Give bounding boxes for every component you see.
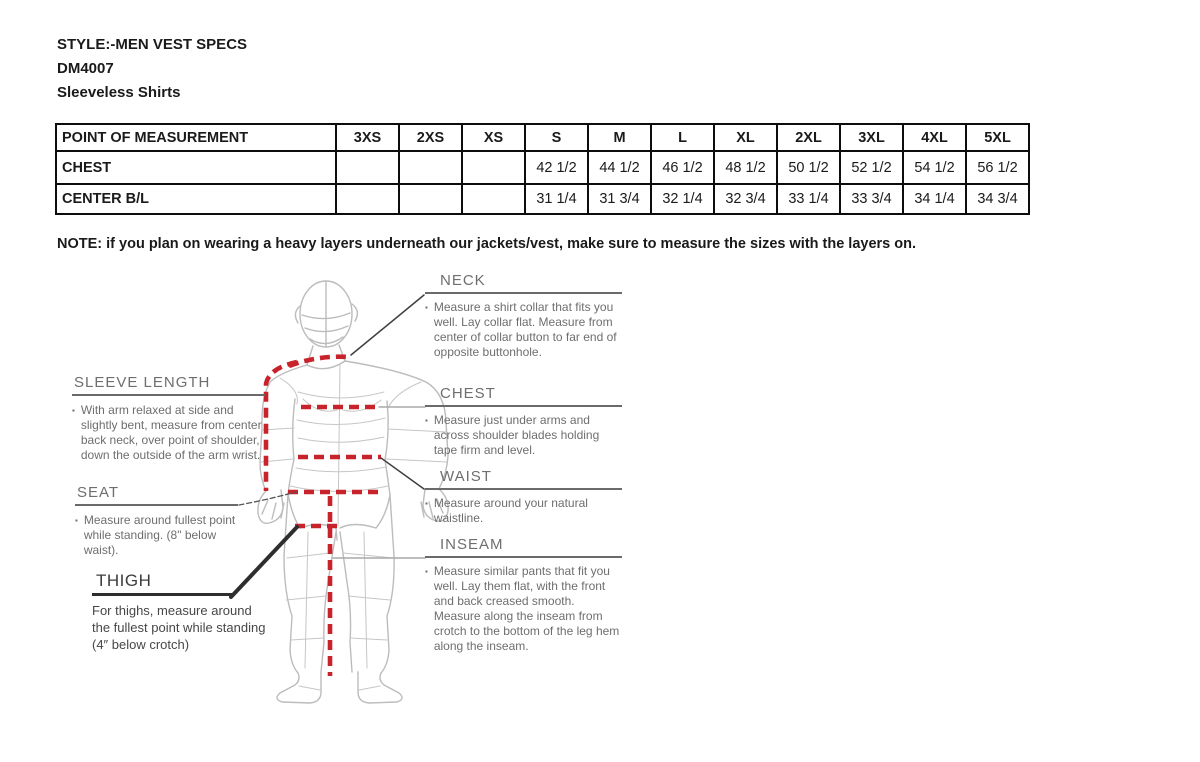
bullet-square-icon: ▪ bbox=[425, 416, 428, 425]
measure-lines bbox=[266, 357, 383, 676]
size-cell bbox=[462, 184, 525, 214]
column-header: XL bbox=[714, 124, 777, 151]
size-cell bbox=[336, 151, 399, 184]
column-header: 2XL bbox=[777, 124, 840, 151]
size-cell: 33 3/4 bbox=[840, 184, 903, 214]
size-cell: 56 1/2 bbox=[966, 151, 1029, 184]
size-cell bbox=[336, 184, 399, 214]
neck-instructions: Measure a shirt collar that fits you well. Lay collar flat. Measure from center of collar button to far end of opposite buttonhole. bbox=[433, 300, 617, 359]
size-cell bbox=[462, 151, 525, 184]
table-row bbox=[56, 184, 1029, 214]
size-cell: 34 3/4 bbox=[966, 184, 1029, 214]
column-header: 4XL bbox=[903, 124, 966, 151]
chest-title: CHEST bbox=[425, 385, 622, 407]
size-cell: 42 1/2 bbox=[525, 151, 588, 184]
inseam-instructions: Measure similar pants that fit you well. Lay them flat, with the front and back creased smooth. Measure along the inseam from crotch to the bottom of the leg hem along the inseam. bbox=[433, 564, 620, 653]
note-text: NOTE: if you plan on wearing a heavy layers underneath our jackets/vest, make sure to measure the sizes with the layers on. bbox=[57, 236, 917, 252]
size-cell: 32 1/4 bbox=[651, 184, 714, 214]
size-cell: 31 1/4 bbox=[525, 184, 588, 214]
chest-instructions: Measure just under arms and across shoulder blades holding tape firm and level. bbox=[433, 413, 600, 457]
size-cell: 32 3/4 bbox=[714, 184, 777, 214]
bullet-square-icon: ▪ bbox=[425, 499, 428, 508]
column-header: 2XS bbox=[399, 124, 462, 151]
seat-title: SEAT bbox=[75, 484, 238, 506]
size-spec-table bbox=[55, 123, 1030, 215]
neck-leader bbox=[351, 295, 424, 355]
column-header: POINT OF MEASUREMENT bbox=[56, 124, 336, 151]
section-thigh bbox=[92, 572, 270, 653]
style-line: STYLE:-MEN VEST SPECS bbox=[57, 36, 248, 53]
size-cell: 46 1/2 bbox=[651, 151, 714, 184]
size-cell: 54 1/2 bbox=[903, 151, 966, 184]
section-inseam bbox=[425, 536, 622, 654]
mannequin-wireframe bbox=[258, 281, 448, 703]
table-header-row bbox=[56, 124, 1029, 151]
size-cell: 34 1/4 bbox=[903, 184, 966, 214]
size-cell: 48 1/2 bbox=[714, 151, 777, 184]
sleeve-measure-line bbox=[266, 362, 297, 491]
seat-leader bbox=[239, 492, 296, 505]
sleeve-length-instructions: With arm relaxed at side and slightly bent, measure from center back neck, over point of shoulder, down the outside of the arm wrist. bbox=[80, 403, 262, 462]
style-code: DM4007 bbox=[57, 60, 114, 77]
inseam-title: INSEAM bbox=[425, 536, 622, 558]
column-header: L bbox=[651, 124, 714, 151]
bullet-square-icon: ▪ bbox=[75, 516, 78, 525]
section-seat bbox=[75, 484, 238, 558]
bullet-square-icon: ▪ bbox=[425, 303, 428, 312]
row-label: CHEST bbox=[56, 151, 336, 184]
bullet-square-icon: ▪ bbox=[72, 406, 75, 415]
neck-title: NECK bbox=[425, 272, 622, 294]
section-chest bbox=[425, 385, 622, 458]
bullet-square-icon: ▪ bbox=[425, 567, 428, 576]
column-header: S bbox=[525, 124, 588, 151]
section-waist bbox=[425, 468, 622, 526]
section-sleeve-length bbox=[72, 374, 265, 463]
size-cell: 50 1/2 bbox=[777, 151, 840, 184]
waist-title: WAIST bbox=[425, 468, 622, 490]
section-neck bbox=[425, 272, 622, 360]
waist-instructions: Measure around your natural waistline. bbox=[433, 496, 588, 525]
column-header: 5XL bbox=[966, 124, 1029, 151]
column-header: 3XL bbox=[840, 124, 903, 151]
size-cell bbox=[399, 151, 462, 184]
column-header: 3XS bbox=[336, 124, 399, 151]
column-header: M bbox=[588, 124, 651, 151]
size-cell: 33 1/4 bbox=[777, 184, 840, 214]
seat-instructions: Measure around fullest point while standing. (8" below waist). bbox=[83, 513, 236, 557]
waist-leader bbox=[381, 458, 424, 489]
thigh-instructions: For thighs, measure around the fullest point while standing (4″ below crotch) bbox=[92, 603, 266, 652]
document-header bbox=[57, 33, 247, 105]
neck-measure-line bbox=[289, 357, 349, 366]
size-cell: 31 3/4 bbox=[588, 184, 651, 214]
table-row bbox=[56, 151, 1029, 184]
garment-type: Sleeveless Shirts bbox=[57, 84, 181, 101]
size-cell: 52 1/2 bbox=[840, 151, 903, 184]
row-label: CENTER B/L bbox=[56, 184, 336, 214]
column-header: XS bbox=[462, 124, 525, 151]
thigh-title: THIGH bbox=[92, 572, 232, 596]
size-cell: 44 1/2 bbox=[588, 151, 651, 184]
sleeve-length-title: SLEEVE LENGTH bbox=[72, 374, 265, 396]
size-cell bbox=[399, 184, 462, 214]
